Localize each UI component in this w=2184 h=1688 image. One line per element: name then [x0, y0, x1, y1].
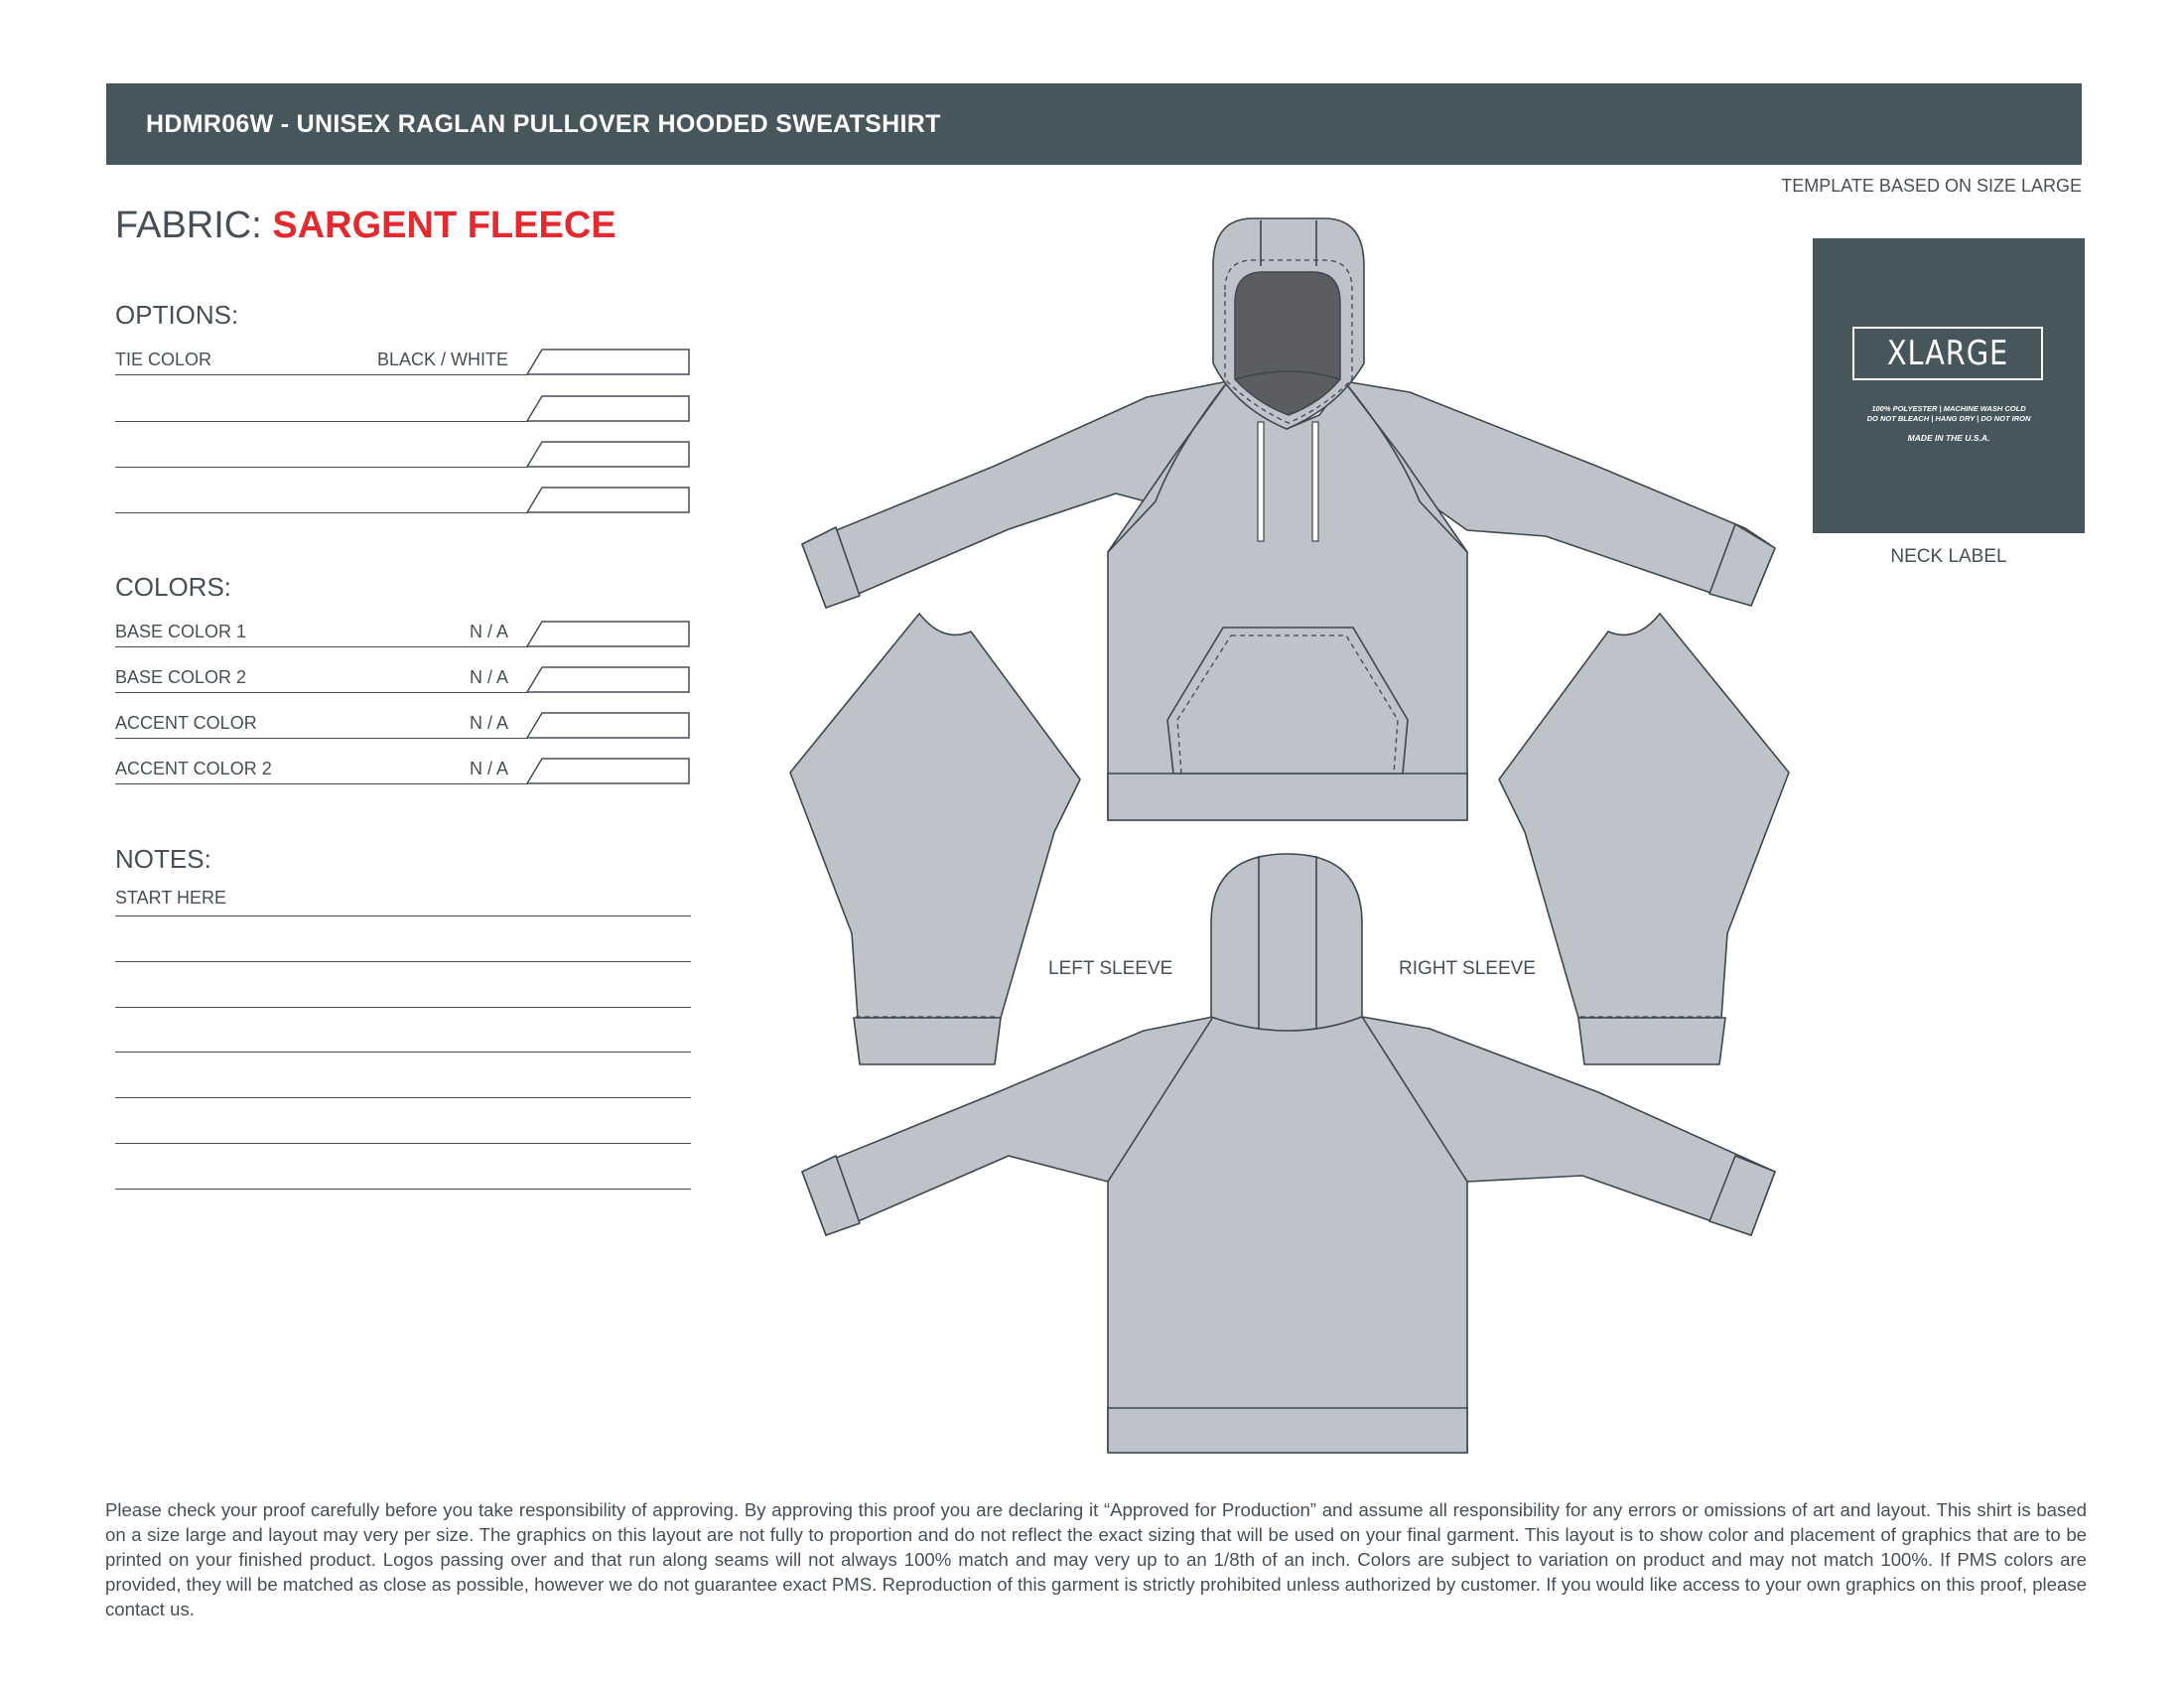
right-sleeve-shape	[1499, 614, 1789, 1018]
right-sleeve-flat	[1499, 614, 1789, 1064]
neck-care-line-1: 100% POLYESTER | MACHINE WASH COLD	[1871, 404, 2026, 413]
color-value: N / A	[469, 667, 508, 687]
color-value: N / A	[469, 713, 508, 733]
front-waistband	[1108, 774, 1467, 820]
neck-logo-box	[1852, 327, 2043, 380]
notes-start-text: START HERE	[115, 888, 227, 908]
right-sleeve-caption: RIGHT SLEEVE	[1399, 958, 1536, 979]
template-note: TEMPLATE BASED ON SIZE LARGE	[1781, 176, 2082, 196]
color-label: BASE COLOR 1	[115, 622, 247, 641]
back-hood	[1211, 854, 1362, 1031]
fabric-value: SARGENT FLEECE	[272, 205, 616, 246]
colors-title: COLORS:	[115, 572, 232, 602]
drawstring-left	[1258, 422, 1264, 541]
option-label: TIE COLOR	[115, 350, 212, 369]
left-sleeve-shape	[790, 614, 1080, 1018]
drawstring-right	[1312, 422, 1318, 541]
option-value: BLACK / WHITE	[376, 350, 508, 369]
neck-made-in: MADE IN THE U.S.A.	[1907, 433, 1990, 443]
color-value: N / A	[469, 759, 508, 778]
color-label: BASE COLOR 2	[115, 667, 247, 687]
disclaimer-text: Please check your proof carefully before you take responsibility of approving. By approving this proof you are declaring it “Approved for Production” and assume all responsibility for any errors or omissions of art and layout. This shirt is based on a size large and layout may very per size. The graphics on this layout are not fully to proportion and do not reflect the exact sizing that will be used on your final garment. This layout is to show color and placement of graphics that are to be printed on your finished product. Logos passing over and that run along seams will not always 100% match and may very up to an 1/8th of an inch. Colors are subject to variation on product and may not match 100%. If PMS colors are provided, they will be matched as close as possible, however we do not guarantee exact PMS. Reproduction of this garment is strictly prohibited unless authorized by customer. If you would like access to your own graphics on this proof, please contact us.	[105, 1499, 2087, 1619]
left-sleeve-caption: LEFT SLEEVE	[1048, 958, 1173, 979]
color-label: ACCENT COLOR	[115, 713, 257, 733]
options-title: OPTIONS:	[115, 300, 239, 330]
neck-care-line-2: DO NOT BLEACH | HANG DRY | DO NOT IRON	[1866, 414, 2031, 423]
neck-care-text	[1813, 404, 2085, 424]
fabric-label: FABRIC:	[115, 205, 262, 246]
neck-label-caption: NECK LABEL	[1890, 546, 2007, 567]
color-value: N / A	[469, 622, 508, 641]
left-sleeve-flat	[790, 614, 1080, 1064]
right-sleeve-cuff	[1578, 1018, 1725, 1064]
left-sleeve-cuff	[854, 1018, 1001, 1064]
neck-logo: XLARGE	[1886, 334, 2009, 373]
color-label: ACCENT COLOR 2	[115, 759, 272, 778]
back-waistband	[1108, 1408, 1467, 1453]
page-title: HDMR06W - UNISEX RAGLAN PULLOVER HOODED SWEATSHIRT	[146, 110, 941, 138]
neck-label	[1813, 238, 2085, 533]
notes-title: NOTES:	[115, 844, 211, 874]
hood-lining	[1235, 272, 1340, 415]
